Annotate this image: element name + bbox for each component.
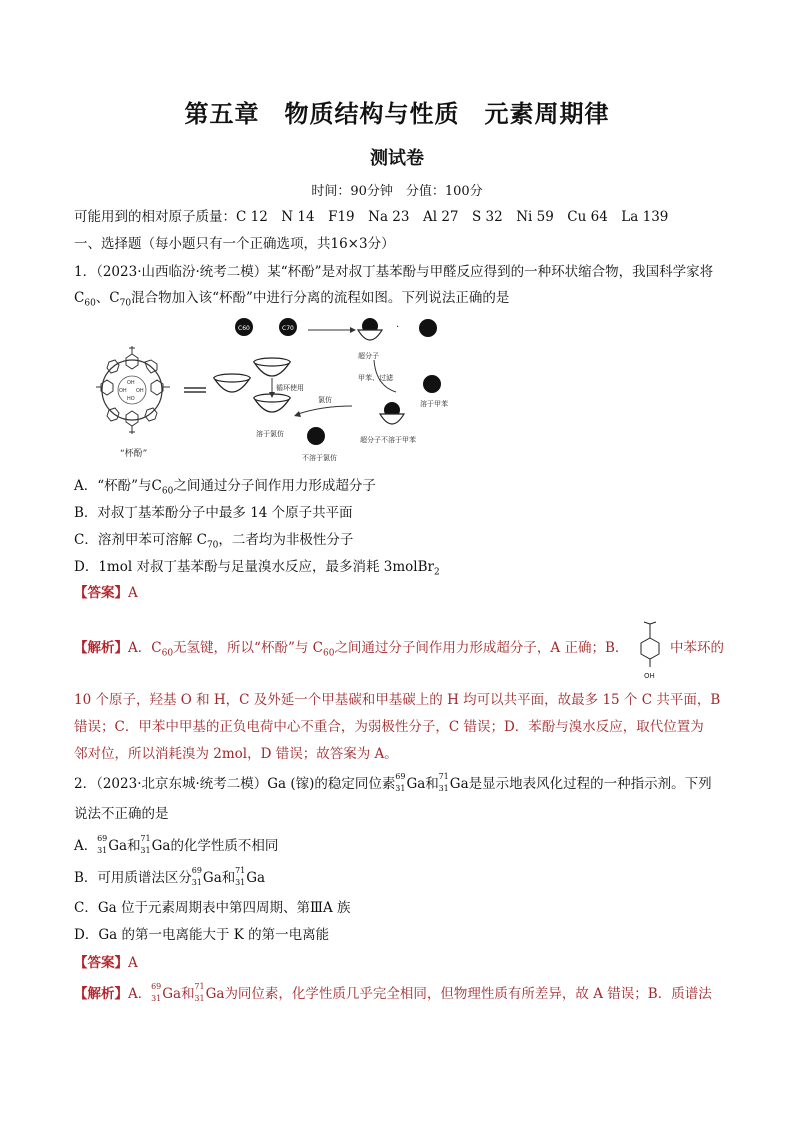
label-supramolecule: 超分子 — [358, 352, 379, 360]
svg-text:OH: OH — [136, 388, 144, 394]
page-title: 第五章 物质结构与性质 元素周期律 — [184, 99, 610, 128]
analysis-text: A． — [128, 986, 152, 1002]
q1-option-c — [74, 530, 353, 556]
c60-ball-icon — [307, 427, 325, 445]
q2-option-a — [74, 836, 278, 856]
isotope-notation: 71 31 — [194, 982, 205, 1003]
element-symbol: Ga — [151, 838, 171, 854]
c70-label: C70 — [282, 325, 294, 332]
q1-option-b: B．对叔丁基苯酚分子中最多 14 个原子共平面 — [74, 505, 353, 521]
q1-stem-text: 混合物加入该“杯酚”中进行分离的流程如图。下列说法正确的是 — [131, 290, 510, 306]
section-heading: 一、选择题（每小题只有一个正确选项，共16×3分） — [74, 236, 395, 252]
q2-answer — [74, 953, 138, 973]
tert-butylphenol-structure-icon — [636, 620, 664, 684]
subscript: 2 — [433, 567, 440, 578]
element-symbol: Ga — [162, 986, 182, 1002]
q1-option-d — [74, 557, 440, 583]
option-text: 和 — [127, 838, 141, 854]
option-text: 和 — [221, 870, 236, 886]
isotope-notation: 69 31 — [97, 834, 108, 855]
analysis-text: 无氢键，所以“杯酚”与 C — [173, 640, 323, 656]
bowl-rim — [214, 374, 250, 382]
element-symbol: Ga — [406, 776, 426, 792]
analysis-text: 之间通过分子间作用力形成超分子，A 正确；B． — [334, 640, 629, 656]
answer-value: A — [128, 585, 138, 601]
isotope-notation: 71 31 — [438, 772, 449, 793]
label-beifen: “杯酚” — [120, 449, 148, 459]
label-toluene-filter: 甲苯、过滤 — [358, 374, 393, 382]
analysis-label: 【解析】 — [74, 986, 128, 1002]
subscript: 60 — [84, 298, 96, 309]
calixarene-structure-icon — [96, 346, 170, 459]
analysis-text: 为同位素，化学性质几乎完全相同，但物理性质有所差异，故 A 错误；B．质谱法 — [224, 986, 712, 1002]
atomic-masses: 可能用到的相对原子质量：C 12 N 14 F19 Na 23 Al 27 S 32 Ni 59 Cu 64 La 139 — [74, 209, 669, 225]
oh-label: OH — [644, 672, 655, 680]
c70-ball-icon — [423, 375, 441, 393]
q1-answer — [74, 583, 138, 603]
label-dissolve-chloroform: 溶于氯仿 — [256, 430, 284, 438]
q2-stem-text: 和 — [425, 776, 439, 792]
option-text: 之间通过分子间作用力形成超分子 — [173, 478, 376, 494]
q1-stem-text: C — [74, 290, 85, 306]
analysis-label: 【解析】 — [74, 640, 128, 656]
q2-stem-line2: 说法不正确的是 — [74, 806, 169, 822]
isotope-notation: 69 31 — [395, 772, 406, 793]
q1-option-a — [74, 476, 376, 502]
separation-flow-diagram — [96, 314, 456, 466]
c60-label: C60 — [238, 325, 250, 332]
isotope-notation: 71 31 — [235, 866, 246, 887]
element-symbol: Ga — [205, 986, 225, 1002]
c70-ball-icon — [419, 319, 437, 337]
q1-stem-line2 — [74, 288, 509, 314]
q2-stem-text: 是显示地表风化过程的一种指示剂。下列 — [468, 776, 712, 792]
svg-text:OH: OH — [127, 380, 135, 386]
bowl-rim — [254, 358, 290, 366]
q1-analysis-line3: 错误；C．甲苯中甲基的正负电荷中心不重合，为弱极性分子，C 错误；D．苯酚与溴水反应，取代位置为 — [74, 719, 704, 735]
label-recycle: 循环使用 — [276, 384, 304, 392]
subscript: 60 — [161, 648, 174, 659]
element-symbol: Ga — [449, 776, 469, 792]
option-text: D．1mol 对叔丁基苯酚与足量溴水反应，最多消耗 3molBr — [74, 559, 434, 575]
label-dissolve-toluene: 溶于甲苯 — [420, 400, 448, 408]
bowl-icon — [358, 330, 382, 340]
arrow-head — [294, 411, 301, 417]
q1-analysis-line2: 10 个原子，羟基 O 和 H，C 及外延一个甲基碳和甲基碳上的 H 均可以共平面，故最多 15 个 C 共平面，B — [74, 692, 721, 708]
q2-analysis-line1 — [74, 984, 712, 1004]
subscript: 70 — [206, 540, 219, 551]
arrow-head — [350, 327, 356, 333]
q2-stem-text: 2．（2023·北京东城·统考二模）Ga (镓)的稳定同位素 — [74, 776, 396, 792]
isotope-notation: 69 31 — [151, 982, 162, 1003]
q1-stem-text: 、C — [95, 290, 120, 306]
subscript: 60 — [322, 648, 335, 659]
q2-stem-line1 — [74, 774, 712, 794]
label-insoluble-toluene: 超分子不溶于甲苯 — [360, 436, 416, 444]
q2-option-c: C．Ga 位于元素周期表中第四周期、第ⅢA 族 — [74, 900, 351, 916]
analysis-text: 和 — [181, 986, 195, 1002]
label-chloroform: 氯仿 — [318, 396, 332, 404]
option-text: A． — [74, 838, 98, 854]
exam-info: 时间：90分钟 分值：100分 — [311, 184, 483, 199]
element-symbol: Ga — [202, 870, 222, 886]
svg-text:OH: OH — [119, 388, 127, 394]
option-text: C．溶剂甲苯可溶解 C — [74, 532, 207, 548]
option-text: 的化学性质不相同 — [170, 838, 279, 854]
element-symbol: Ga — [246, 870, 266, 886]
separator-dot: · — [396, 322, 400, 333]
answer-label: 【答案】 — [74, 955, 128, 971]
option-text: ，二者均为非极性分子 — [218, 532, 354, 548]
q1-analysis-line1 — [74, 638, 628, 664]
option-text: A．“杯酚”与C — [74, 478, 162, 494]
label-insoluble-chloroform: 不溶于氯仿 — [302, 454, 337, 462]
q1-stem-line1: 1．（2023·山西临汾·统考二模）某“杯酚”是对叔丁基苯酚与甲醛反应得到的一种环状缩合物，我国科学家将 — [74, 264, 714, 280]
isotope-notation: 69 31 — [191, 866, 202, 887]
subscript: 60 — [161, 486, 174, 497]
subscript: 70 — [119, 298, 132, 309]
option-text: B．可用质谱法区分 — [74, 870, 192, 886]
answer-value: A — [128, 955, 138, 971]
q1-analysis-line1-end: 中苯环的 — [670, 640, 724, 656]
q1-analysis-line4: 邻对位，所以消耗溴为 2mol，D 错误；故答案为 A。 — [74, 746, 398, 762]
analysis-text: A．C — [128, 640, 162, 656]
element-symbol: Ga — [108, 838, 128, 854]
q2-option-d: D．Ga 的第一电离能大于 K 的第一电离能 — [74, 927, 330, 943]
isotope-notation: 71 31 — [140, 834, 151, 855]
answer-label: 【答案】 — [74, 585, 128, 601]
page-subtitle: 测试卷 — [370, 148, 424, 169]
bowl-icon — [380, 414, 404, 424]
q2-option-b — [74, 868, 265, 888]
svg-text:HO: HO — [127, 396, 135, 402]
arrow — [298, 406, 352, 414]
